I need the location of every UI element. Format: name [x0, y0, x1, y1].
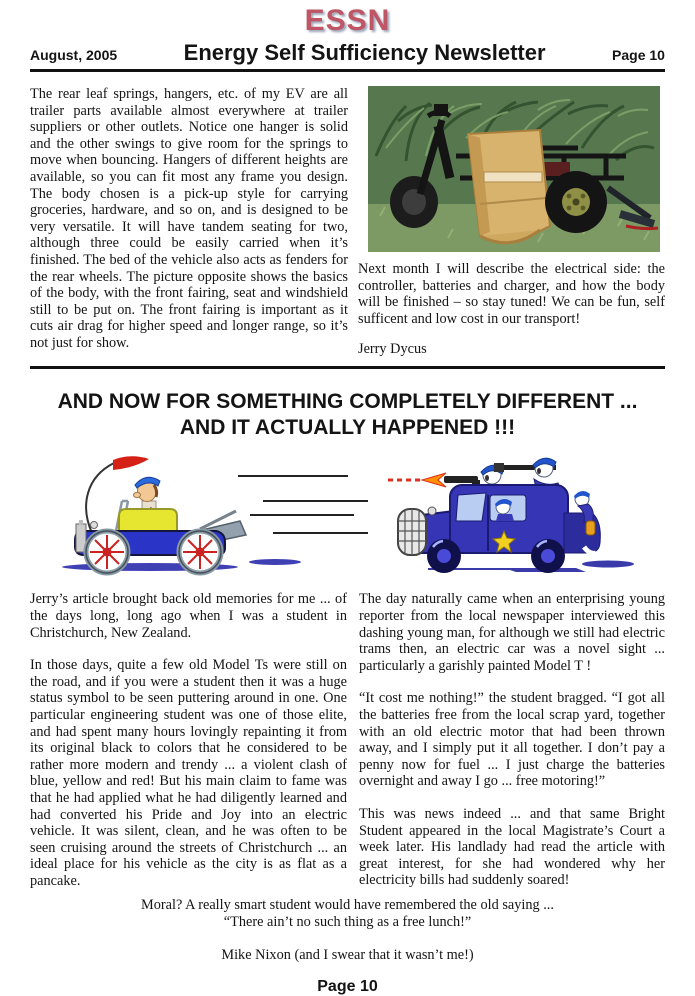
speed-lines: [238, 476, 368, 533]
feature-headline-line2: AND IT ACTUALLY HAPPENED !!!: [179, 416, 516, 440]
issue-date: August, 2005: [30, 47, 118, 63]
ev-article-update: Next month I will describe the electrical side: the controller, batteries and charger, and how the body will be finished – so stay tuned! We can be fun, self sufficent and low cost in our transport!: [358, 261, 665, 327]
story-paragraph: The day naturally came when an enterprising young reporter from the local newspaper interviewed this dashing young man, for although we still had electric trams then, an electric car was a novel sight ... particularly a garishly painted Model T !: [358, 591, 665, 674]
ev-article-section: [30, 86, 665, 358]
story-paragraph: Jerry’s article brought back old memories for me ... of the days long, long ago when I was a student in Christchurch, New Zealand.: [30, 591, 347, 641]
ev-build-photo: [368, 86, 660, 252]
chase-cartoon: [30, 451, 665, 581]
header-page-number: Page 10: [612, 47, 665, 63]
ev-article-body: The rear leaf springs, hangers, etc. of my EV are all trailer parts available almost everywhere at trailer suppliers or other outlets. Notice one hanger is solid and the other swings to give room for the springs to move when bouncing. Hangers of different heights are available, so you can fit most any frame you design. The body chosen is a pick-up style for carrying groceries, hardware, and so on, and is designed to be very versatile. It will have tandem seating for two, although three could be easily carried when it’s finished. The bed of the vehicle also acts as fenders for the rear wheels. The picture opposite shows the basics of the body, with the front fairing, seat and windshield still to be put on. The front fairing is important as it cuts air drag for higher speed and longer range, so it’s not just for show.: [30, 86, 348, 351]
story-signature: Mike Nixon (and I swear that it wasn’t me!): [221, 947, 474, 964]
story-paragraph: In those days, quite a few old Model Ts were still on the road, and if you were a student then it was a huge status symbol to be seen puttering around in one. One particular engineering student was one of those elite, and had spent many hours lovingly repainting it from its original black to colors that he considered to be rather more modern and trendy ... a violent clash of blue, yellow and red! But his main claim to fame was that he had applied what he had diligently learned and had converted his Pride and Joy into an electric vehicle. It was silent, clean, and he was often to be seen cruising around the streets of Christchurch ... an ideal place for his vehicle as the city is as flat as a pancake.: [30, 657, 347, 889]
moral-line1: Moral? A really smart student would have remembered the old saying ...: [141, 897, 554, 914]
story-left-column: [30, 591, 347, 889]
feature-headline-line1: AND NOW FOR SOMETHING COMPLETELY DIFFERENT ...: [57, 390, 638, 414]
footer-page-number: Page 10: [317, 978, 378, 996]
rear-wheel: [545, 171, 607, 233]
wooden-body: [468, 130, 550, 243]
essn-logo: ESSN: [304, 4, 391, 37]
police-car-cartoon: [388, 459, 634, 574]
story-section: [30, 591, 665, 889]
story-paragraph: “It cost me nothing!” the student bragged. “I got all the batteries free from the local scrap yard, together with an old electric motor that had been thrown away, and I simply put it all together. I don’t pay a penny now for fuel ... I just charge the batteries overnight and away I go ... free motoring!”: [358, 690, 665, 790]
ev-article-text-column: [30, 86, 348, 358]
front-wheel: [86, 531, 128, 573]
story-right-column: [359, 591, 665, 889]
ev-article-byline: Jerry Dycus: [358, 341, 427, 358]
newsletter-title: Energy Self Sufficiency Newsletter: [183, 40, 546, 65]
ev-article-photo-column: [358, 86, 665, 358]
section-divider: [30, 366, 665, 369]
feature-headline: [30, 389, 665, 441]
rear-wheel: [179, 531, 221, 573]
masthead: [30, 40, 665, 72]
masthead-logo-row: [30, 4, 665, 38]
moral: [30, 897, 665, 931]
moral-line2: “There ain’t no such thing as a free lunch!”: [223, 914, 472, 931]
story-paragraph: This was news indeed ... and that same Bright Student appeared in the local Magistrate’s Court a week later. His landlady had read the article with great interest, for she had wondered why her electricity bills had suddenly soared!: [358, 805, 665, 889]
